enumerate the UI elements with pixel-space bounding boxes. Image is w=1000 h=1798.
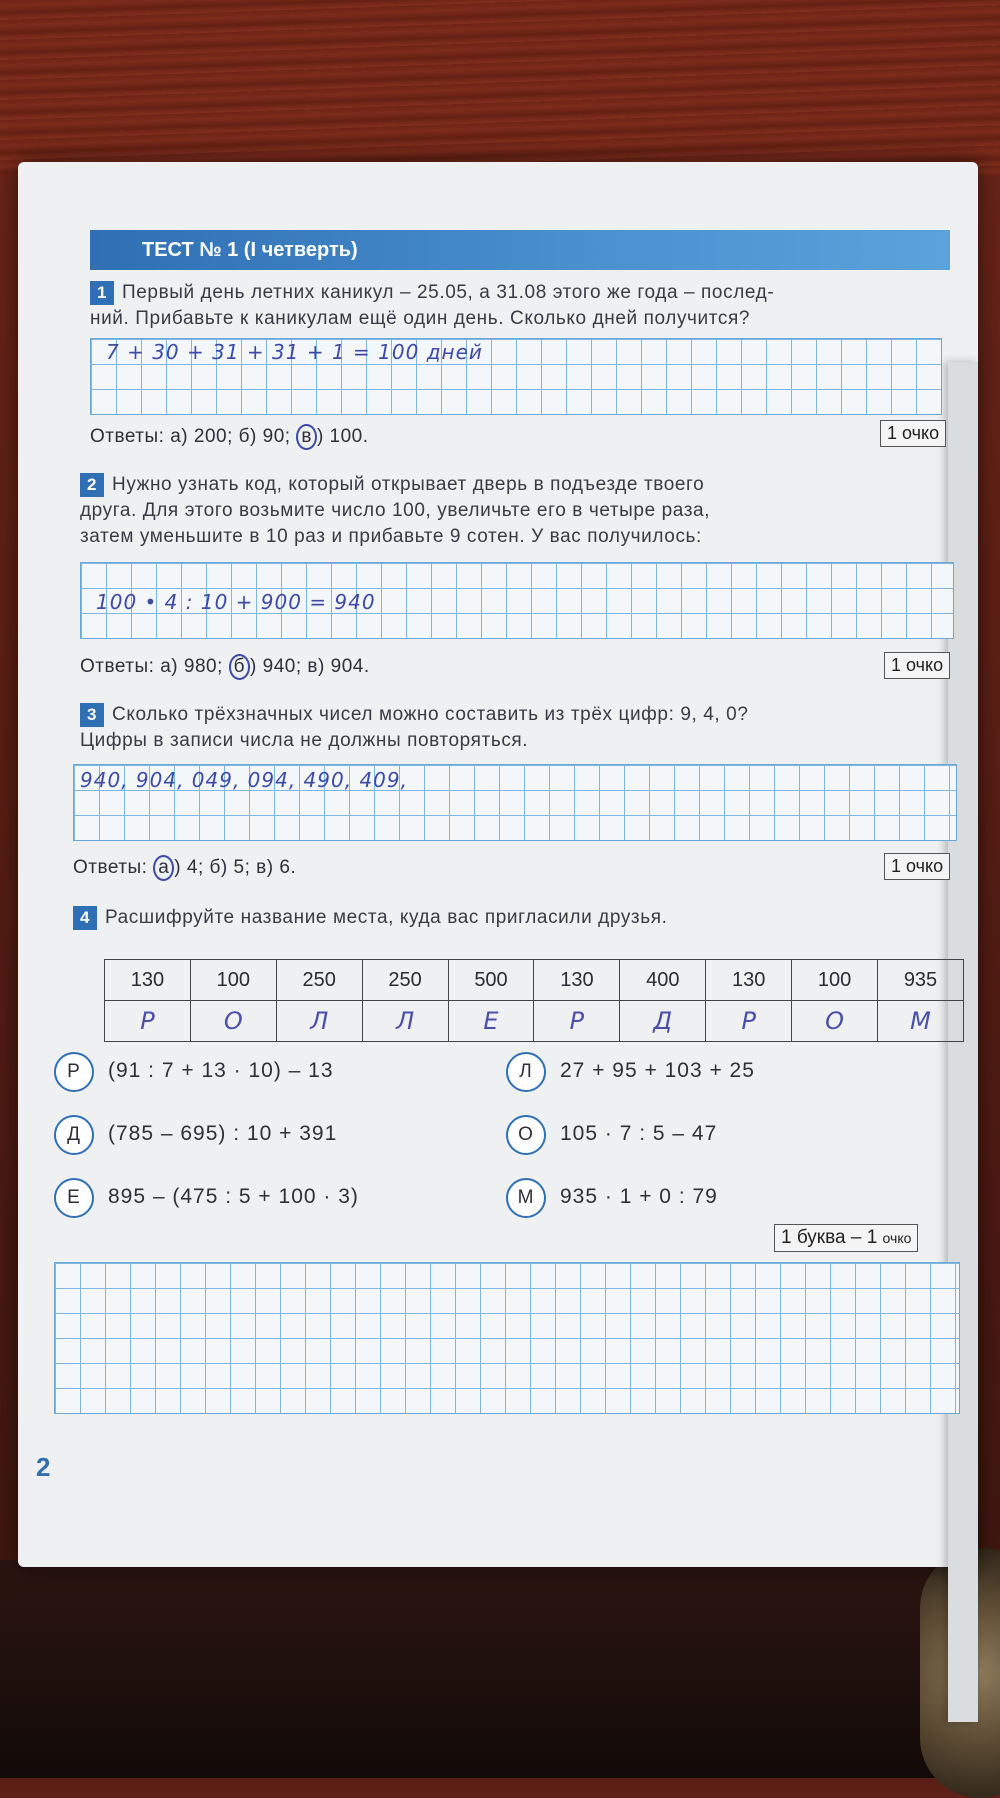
option-a-value: 4; (186, 857, 204, 878)
question-text: Цифры в записи числа не должны повторяться. (80, 730, 529, 751)
option-c-value: 100. (329, 426, 369, 447)
handwritten-solution: 940, 904, 049, 094, 490, 409, (80, 768, 408, 792)
cipher-number: 130 (706, 960, 792, 1001)
question-text: затем уменьшите в 10 раз и прибавьте 9 сотен. У вас получилось: (80, 526, 702, 547)
equation-expr: (91 : 7 + 13 · 10) – 13 (108, 1059, 334, 1082)
score-badge: 1 очко (884, 652, 950, 679)
option-c[interactable]: в) 904. (307, 656, 370, 677)
equation-o (506, 1115, 717, 1155)
answers-label: Ответы: (90, 426, 165, 447)
question-text: друга. Для этого возьмите число 100, увеличьте его в четыре раза, (80, 500, 711, 521)
option-b-value: 940; (262, 656, 302, 677)
letter-badge: М (506, 1178, 546, 1218)
cipher-numbers-row (105, 960, 964, 1001)
equation-expr: 105 · 7 : 5 – 47 (560, 1122, 718, 1145)
score-text: 1 буква – 1 (781, 1227, 878, 1248)
score-unit: очко (882, 1230, 912, 1246)
option-b[interactable]: б) 90; (238, 426, 291, 447)
question-1 (90, 280, 774, 332)
question-text: Расшифруйте название места, куда вас пригласили друзья. (105, 907, 668, 928)
question-number: 4 (73, 906, 97, 930)
question-text: Первый день летних каникул – 25.05, а 31.08 этого же года – послед- (122, 282, 775, 303)
answer-options: Ответы: а) 200; б) 90; в ) 100. (90, 424, 369, 450)
cipher-letter-cell[interactable]: Р (534, 1001, 620, 1042)
question-number: 1 (90, 281, 114, 305)
answer-options: Ответы: а) 980; б ) 940; в) 904. (80, 654, 370, 680)
equation-expr: 27 + 95 + 103 + 25 (560, 1059, 755, 1082)
cipher-letter-cell[interactable]: О (190, 1001, 276, 1042)
equation-r (54, 1052, 334, 1092)
test-header: ТЕСТ № 1 (I четверть) (90, 230, 950, 270)
option-a[interactable]: а) 200; (170, 426, 233, 447)
score-badge (774, 1224, 918, 1252)
equation-m (506, 1178, 718, 1218)
option-c-circled[interactable]: в (296, 424, 317, 450)
letter-badge: Д (54, 1115, 94, 1155)
score-badge: 1 очко (880, 420, 946, 447)
equation-d (54, 1115, 337, 1155)
cipher-letter-cell[interactable]: Р (105, 1001, 191, 1042)
equation-e (54, 1178, 359, 1218)
handwritten-solution: 100 • 4 : 10 + 900 = 940 (96, 590, 376, 614)
cipher-number: 100 (792, 960, 878, 1001)
cipher-letter-cell[interactable]: Е (448, 1001, 534, 1042)
question-number: 2 (80, 473, 104, 497)
answers-label: Ответы: (73, 857, 148, 878)
question-text: Нужно узнать код, который открывает дверь в подъезде твоего (112, 474, 705, 495)
equation-expr: (785 – 695) : 10 + 391 (108, 1122, 338, 1145)
option-a[interactable]: а) 980; (160, 656, 223, 677)
handwritten-solution: 7 + 30 + 31 + 31 + 1 = 100 дней (106, 340, 483, 364)
question-3 (80, 702, 749, 754)
cipher-letter-cell[interactable]: Д (620, 1001, 706, 1042)
question-4 (73, 905, 668, 931)
score-badge: 1 очко (884, 853, 950, 880)
option-a-circled[interactable]: а (153, 855, 174, 881)
option-b-circled[interactable]: б (229, 654, 250, 680)
cipher-letter-cell[interactable]: Л (362, 1001, 448, 1042)
letter-badge: Е (54, 1178, 94, 1218)
cipher-number: 130 (534, 960, 620, 1001)
table-surface (0, 0, 1000, 175)
cipher-letter-cell[interactable]: О (792, 1001, 878, 1042)
letter-badge: Л (506, 1052, 546, 1092)
table-surface-dark (0, 1560, 1000, 1778)
answer-options: Ответы: а ) 4; б) 5; в) 6. (73, 855, 296, 881)
cipher-letter-cell[interactable]: Л (276, 1001, 362, 1042)
workbook-page (18, 162, 978, 1567)
cipher-number: 500 (448, 960, 534, 1001)
cipher-number: 250 (362, 960, 448, 1001)
cipher-number: 100 (190, 960, 276, 1001)
cipher-letter-cell[interactable]: Р (706, 1001, 792, 1042)
answer-grid[interactable] (54, 1262, 960, 1414)
cipher-letter-cell[interactable]: М (878, 1001, 964, 1042)
letter-badge: О (506, 1115, 546, 1155)
question-text: ний. Прибавьте к каникулам ещё один день. Сколько дней получится? (90, 308, 751, 329)
equation-expr: 895 – (475 : 5 + 100 · 3) (108, 1185, 359, 1208)
question-text: Сколько трёхзначных чисел можно составить из трёх цифр: 9, 4, 0? (112, 704, 749, 725)
question-2 (80, 472, 710, 550)
cipher-number: 250 (276, 960, 362, 1001)
page-number: 2 (36, 1452, 51, 1482)
option-c[interactable]: в) 6. (256, 857, 297, 878)
question-number: 3 (80, 703, 104, 727)
equation-expr: 935 · 1 + 0 : 79 (560, 1185, 718, 1208)
answers-label: Ответы: (80, 656, 155, 677)
cipher-letters-row (105, 1001, 964, 1042)
cipher-table (104, 959, 964, 1042)
equation-l (506, 1052, 755, 1092)
option-b[interactable]: б) 5; (209, 857, 251, 878)
cipher-number: 400 (620, 960, 706, 1001)
cipher-number: 935 (878, 960, 964, 1001)
cipher-number: 130 (105, 960, 191, 1001)
letter-badge: Р (54, 1052, 94, 1092)
